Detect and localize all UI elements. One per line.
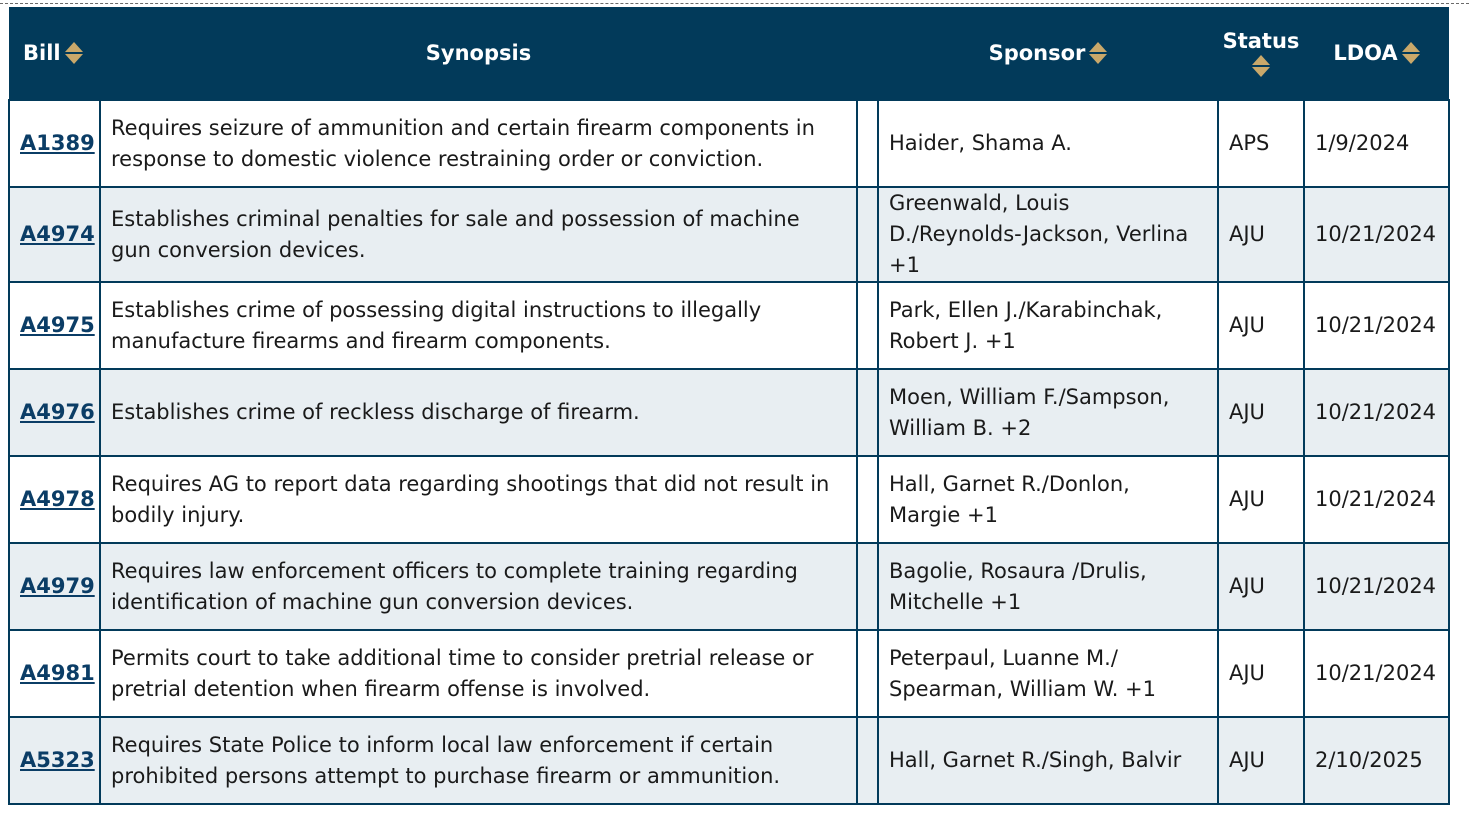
header-status-label: Status (1222, 29, 1300, 53)
table-row (9, 187, 1449, 282)
bill-link[interactable]: A5323 (20, 748, 95, 772)
header-sponsor-label: Sponsor (988, 41, 1086, 65)
status-cell: AJU (1218, 630, 1304, 717)
header-synopsis (100, 7, 857, 100)
header-ldoa[interactable] (1304, 7, 1449, 100)
table-row (9, 543, 1449, 630)
table-row (9, 456, 1449, 543)
bill-link[interactable]: A1389 (20, 131, 95, 155)
synopsis-cell: Requires law enforcement officers to complete training regarding identification of machine gun conversion devices. (100, 543, 857, 630)
ldoa-cell: 10/21/2024 (1304, 630, 1449, 717)
status-cell: AJU (1218, 282, 1304, 369)
spacer-cell (857, 717, 878, 804)
header-bill-label: Bill (23, 41, 61, 65)
bill-cell (9, 543, 100, 630)
ldoa-cell: 2/10/2025 (1304, 717, 1449, 804)
status-cell: AJU (1218, 543, 1304, 630)
sponsor-cell: Bagolie, Rosaura /Drulis, Mitchelle +1 (878, 543, 1218, 630)
status-cell: AJU (1218, 717, 1304, 804)
bill-link[interactable]: A4976 (20, 400, 95, 424)
synopsis-cell: Establishes crime of reckless discharge of firearm. (100, 369, 857, 456)
spacer-cell (857, 369, 878, 456)
sponsor-cell: Greenwald, Louis D./Reynolds-Jackson, Verlina +1 (878, 187, 1218, 282)
header-ldoa-label: LDOA (1333, 41, 1398, 65)
status-cell: AJU (1218, 369, 1304, 456)
bill-cell (9, 456, 100, 543)
header-synopsis-label: Synopsis (425, 41, 532, 65)
table-row (9, 630, 1449, 717)
bill-cell (9, 369, 100, 456)
table-row (9, 369, 1449, 456)
status-cell: APS (1218, 100, 1304, 187)
ldoa-cell: 10/21/2024 (1304, 187, 1449, 282)
sponsor-cell: Haider, Shama A. (878, 100, 1218, 187)
bill-link[interactable]: A4981 (20, 661, 95, 685)
sort-arrows-icon[interactable] (1089, 42, 1107, 64)
bill-cell (9, 630, 100, 717)
table-header-row (9, 7, 1449, 100)
synopsis-cell: Requires AG to report data regarding shootings that did not result in bodily injury. (100, 456, 857, 543)
sponsor-cell: Hall, Garnet R./Donlon, Margie +1 (878, 456, 1218, 543)
spacer-cell (857, 100, 878, 187)
status-cell: AJU (1218, 187, 1304, 282)
spacer-cell (857, 456, 878, 543)
header-status[interactable] (1218, 7, 1304, 100)
status-cell: AJU (1218, 456, 1304, 543)
bills-table-container (8, 7, 1450, 805)
bill-cell (9, 282, 100, 369)
sponsor-cell: Hall, Garnet R./Singh, Balvir (878, 717, 1218, 804)
bill-link[interactable]: A4975 (20, 313, 95, 337)
top-divider (0, 3, 1469, 4)
header-sponsor[interactable] (878, 7, 1218, 100)
ldoa-cell: 10/21/2024 (1304, 543, 1449, 630)
table-body (9, 100, 1449, 804)
synopsis-cell: Requires State Police to inform local law enforcement if certain prohibited persons attempt to purchase firearm or ammunition. (100, 717, 857, 804)
synopsis-cell: Establishes criminal penalties for sale and possession of machine gun conversion devices. (100, 187, 857, 282)
ldoa-cell: 1/9/2024 (1304, 100, 1449, 187)
sort-arrows-icon[interactable] (1252, 55, 1270, 77)
spacer-cell (857, 187, 878, 282)
ldoa-cell: 10/21/2024 (1304, 456, 1449, 543)
bill-cell (9, 100, 100, 187)
table-row (9, 282, 1449, 369)
synopsis-cell: Requires seizure of ammunition and certain firearm components in response to domestic violence restraining order or conviction. (100, 100, 857, 187)
bill-cell (9, 187, 100, 282)
sponsor-cell: Moen, William F./Sampson, William B. +2 (878, 369, 1218, 456)
synopsis-cell: Establishes crime of possessing digital instructions to illegally manufacture firearms and firearm components. (100, 282, 857, 369)
synopsis-cell: Permits court to take additional time to consider pretrial release or pretrial detention when firearm offense is involved. (100, 630, 857, 717)
header-bill[interactable] (9, 7, 100, 100)
header-spacer (857, 7, 878, 100)
sort-arrows-icon[interactable] (1402, 42, 1420, 64)
bill-link[interactable]: A4978 (20, 487, 95, 511)
sponsor-cell: Peterpaul, Luanne M./ Spearman, William W. +1 (878, 630, 1218, 717)
spacer-cell (857, 630, 878, 717)
ldoa-cell: 10/21/2024 (1304, 369, 1449, 456)
sort-arrows-icon[interactable] (65, 42, 83, 64)
spacer-cell (857, 543, 878, 630)
bills-table (8, 7, 1450, 805)
bill-link[interactable]: A4979 (20, 574, 95, 598)
ldoa-cell: 10/21/2024 (1304, 282, 1449, 369)
bill-link[interactable]: A4974 (20, 222, 95, 246)
spacer-cell (857, 282, 878, 369)
table-row (9, 717, 1449, 804)
bill-cell (9, 717, 100, 804)
table-row (9, 100, 1449, 187)
sponsor-cell: Park, Ellen J./Karabinchak, Robert J. +1 (878, 282, 1218, 369)
